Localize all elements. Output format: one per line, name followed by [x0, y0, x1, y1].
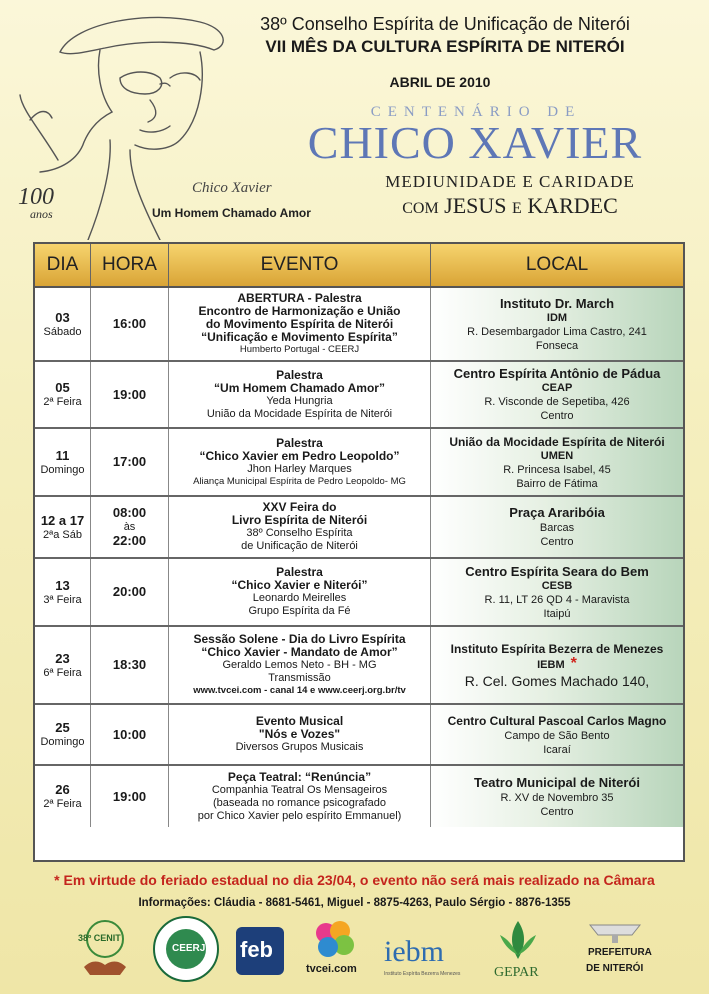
table-header — [35, 244, 683, 288]
table-row — [35, 705, 683, 766]
event-line: Grupo Espírita da Fé — [248, 605, 351, 617]
table-row — [35, 497, 683, 559]
local-text: Instituto Dr. March — [499, 295, 615, 311]
local-text: União da Mocidade Espírita de Niterói — [449, 434, 665, 449]
e-word: E — [512, 200, 522, 217]
local-text: Praça Araribóia — [509, 505, 605, 520]
event-line: "Nós e Vozes" — [258, 727, 341, 741]
event-line: Palestra — [276, 367, 323, 382]
100-anos-word: anos — [30, 207, 53, 221]
cenit-logo — [70, 915, 140, 985]
local-line — [540, 409, 573, 423]
local-text: R. Princesa Isabel, 45 — [503, 463, 611, 476]
hour-value: 20:00 — [112, 584, 147, 599]
day-number: 26 — [55, 782, 70, 797]
event-line: Aliança Municipal Espírita de Pedro Leopoldo- MG — [193, 475, 406, 487]
local-text: Centro — [540, 410, 574, 422]
event-line: Yeda Hungria — [266, 394, 333, 407]
day-number: 05 — [55, 380, 70, 395]
event-line: Evento Musical — [255, 714, 344, 728]
cell-dia — [35, 429, 91, 495]
local-line — [500, 296, 614, 312]
hour-value: 08:00 — [112, 505, 147, 520]
cell-dia — [35, 362, 91, 427]
day-number: 23 — [55, 650, 70, 666]
day-number: 13 — [55, 577, 70, 593]
day-number: 03 — [55, 309, 70, 325]
prefeitura-text2: DE NITERÓI — [586, 963, 644, 974]
local-line — [467, 325, 647, 339]
day-number: 25 — [55, 720, 70, 735]
hour-value: 17:00 — [112, 454, 147, 469]
event-line: “Unificação e Movimento Espírita” — [201, 330, 398, 344]
um-homem-chamado-amor: Um Homem Chamado Amor — [152, 206, 311, 220]
table-row — [35, 288, 683, 362]
local-text: Campo de São Bento — [504, 729, 610, 742]
header-local: LOCAL — [525, 254, 589, 275]
gepar-logo — [490, 915, 546, 985]
local-line — [516, 477, 597, 491]
local-text: R. 11, LT 26 QD 4 - Maravista — [484, 593, 630, 606]
day-number: 11 — [55, 447, 70, 463]
event-line: Peça Teatral: “Renúncia” — [227, 769, 372, 784]
prefeitura-text1: PREFEITURA — [588, 947, 652, 958]
local-text: Teatro Municipal de Niterói — [474, 774, 640, 790]
event-line: por Chico Xavier pelo espírito Emmanuel) — [197, 809, 402, 822]
event-line: ABERTURA - Palestra — [237, 291, 362, 305]
event-line: 38º Conselho Espírita — [246, 527, 353, 539]
prefeitura-logo — [560, 915, 670, 985]
cell-local — [431, 497, 683, 557]
local-text: CESB — [541, 579, 573, 592]
header-dia: DIA — [35, 244, 91, 286]
event-line: Sessão Solene - Dia do Livro Espírita — [193, 632, 406, 646]
cell-evento — [169, 429, 431, 495]
local-line — [503, 463, 611, 477]
feb-logo — [232, 915, 288, 985]
local-text: R. Cel. Gomes Machado 140, — [464, 672, 650, 689]
signature: Chico Xavier — [192, 180, 272, 196]
header-evento: EVENTO — [169, 244, 431, 286]
local-text: UMEN — [540, 449, 574, 462]
local-text: Instituto Espírita Bezerra de Menezes — [450, 641, 664, 656]
event-line: Palestra — [276, 435, 323, 450]
cell-evento — [169, 497, 431, 557]
header-date: ABRIL DE 2010 — [389, 74, 491, 90]
local-line — [474, 775, 640, 791]
cell-local — [431, 559, 683, 625]
cell-hora — [91, 288, 169, 360]
chico-xavier-title: CHICO XAVIER — [307, 117, 643, 168]
local-text: Centro — [540, 536, 574, 548]
cell-dia — [35, 559, 91, 625]
notice-text: * Em virtude do feriado estadual no dia 23/04, o evento não será mais realizado na Câmara — [54, 872, 655, 888]
event-line: Humberto Portugal - CEERJ — [239, 344, 360, 355]
event-line: www.tvcei.com - canal 14 e www.ceerj.org.br/tv — [193, 685, 406, 696]
event-line: Jhon Harley Marques — [247, 462, 352, 475]
hour-value: 16:00 — [112, 316, 147, 331]
event-line: União da Mocidade Espírita de Niterói — [206, 407, 393, 420]
local-text: Centro — [540, 805, 574, 818]
local-line — [540, 805, 573, 819]
ceerj-text: CEERJ — [172, 943, 206, 954]
cell-dia — [35, 627, 91, 703]
local-line — [504, 729, 609, 743]
event-line: Palestra — [276, 565, 323, 579]
day-name: 2ª Feira — [43, 798, 82, 810]
cell-local — [431, 429, 683, 495]
header-line1: 38º Conselho Espírita de Unificação de Niterói — [260, 14, 630, 34]
local-line — [454, 366, 661, 382]
event-line: XXV Feira do — [262, 500, 337, 514]
cell-hora — [91, 559, 169, 625]
cell-dia — [35, 288, 91, 360]
asterisk-marker: * — [570, 654, 577, 672]
cell-local — [431, 766, 683, 827]
event-line: “Chico Xavier em Pedro Leopoldo” — [199, 448, 400, 463]
table-row — [35, 766, 683, 827]
event-line: do Movimento Espírita de Niterói — [205, 317, 394, 331]
day-number: 12 a 17 — [40, 512, 85, 528]
cell-evento — [169, 288, 431, 360]
cell-hora — [91, 362, 169, 427]
local-line — [485, 593, 630, 607]
cell-hora — [91, 429, 169, 495]
cell-hora — [91, 766, 169, 827]
local-text: Barcas — [539, 522, 575, 534]
local-text: R. Desembargador Lima Castro, 241 — [467, 325, 647, 338]
cell-evento — [169, 705, 431, 764]
local-line — [540, 521, 574, 535]
local-line — [536, 339, 578, 353]
kardec-word: KARDEC — [527, 193, 618, 218]
local-line — [544, 607, 571, 621]
com-word: COM — [402, 200, 439, 217]
event-line: Geraldo Lemos Neto - BH - MG — [222, 659, 377, 671]
local-text: Icaraí — [543, 743, 571, 756]
local-line — [500, 791, 613, 805]
cell-local — [431, 627, 683, 703]
day-name: Domingo — [40, 463, 85, 476]
local-line — [542, 580, 573, 593]
cell-evento — [169, 627, 431, 703]
local-line — [484, 395, 629, 409]
centenario-label: CENTENÁRIO DE — [370, 104, 582, 120]
cell-hora — [91, 497, 169, 557]
local-line — [465, 672, 649, 690]
local-text: R. XV de Novembro 35 — [500, 791, 614, 804]
local-text: Itaipú — [543, 607, 571, 620]
local-line — [465, 564, 649, 580]
cell-evento — [169, 559, 431, 625]
local-text: CEAP — [541, 382, 573, 394]
jesus-kardec-subtitle — [330, 193, 690, 219]
iebm-subtext: Instituto Espírita Bezerra Menezes — [384, 971, 461, 977]
ceerj-logo — [150, 915, 222, 985]
event-line: (baseada no romance psicografado — [212, 796, 387, 809]
cell-hora — [91, 705, 169, 764]
day-name: 3ª Feira — [43, 593, 82, 606]
cell-dia — [35, 497, 91, 557]
local-line — [537, 654, 577, 672]
event-line: de Unificação de Niterói — [241, 540, 358, 552]
hour-connector: às — [123, 521, 136, 533]
cell-evento — [169, 766, 431, 827]
day-name: 2ªa Sáb — [43, 528, 82, 541]
local-text: Fonseca — [535, 339, 579, 352]
jesus-word: JESUS — [444, 193, 507, 218]
local-line — [542, 382, 573, 395]
cell-dia — [35, 705, 91, 764]
local-text: Bairro de Fátima — [516, 477, 598, 490]
day-name: 2ª Feira — [43, 396, 82, 408]
tvcei-text: tvcei.com — [306, 963, 357, 975]
event-line: Livro Espírita de Niterói — [231, 513, 368, 527]
mediunidade-subtitle: MEDIUNIDADE E CARIDADE — [385, 172, 635, 191]
local-line — [540, 535, 573, 549]
event-line: Transmissão — [268, 672, 331, 684]
cell-local — [431, 705, 683, 764]
hour-value: 19:00 — [112, 788, 147, 804]
local-text: R. Visconde de Sepetiba, 426 — [484, 396, 630, 408]
hour-value: 19:00 — [112, 386, 147, 402]
100-anos-number: 100 — [18, 184, 54, 210]
day-name: Domingo — [40, 736, 85, 748]
event-line: Companhia Teatral Os Mensageiros — [211, 783, 388, 796]
local-line — [547, 312, 567, 325]
cell-local — [431, 362, 683, 427]
sponsor-logos — [60, 915, 670, 985]
iebm-logo — [380, 915, 480, 985]
tvcei-logo — [300, 915, 370, 985]
cell-dia — [35, 766, 91, 827]
table-row — [35, 362, 683, 429]
event-line: Leonardo Meirelles — [252, 592, 347, 604]
table-row — [35, 627, 683, 705]
local-line — [448, 713, 667, 729]
hour-value: 18:30 — [112, 657, 147, 672]
header-hora: HORA — [91, 244, 169, 286]
cenit-text: 38º CENIT — [78, 933, 121, 943]
day-name: 6ª Feira — [43, 666, 82, 679]
local-line — [509, 505, 605, 521]
hour-value: 10:00 — [112, 726, 147, 742]
event-line: “Um Homem Chamado Amor” — [214, 380, 385, 395]
schedule-table — [33, 242, 685, 862]
event-line: “Chico Xavier e Niterói” — [231, 578, 368, 592]
local-text: IDM — [546, 311, 568, 324]
feb-text: feb — [240, 937, 273, 962]
event-line: Diversos Grupos Musicais — [235, 741, 364, 753]
event-line: Encontro de Harmonização e União — [198, 304, 401, 318]
local-text: IEBM — [537, 658, 565, 671]
local-line — [449, 434, 664, 450]
header-line2: VII MÊS DA CULTURA ESPÍRITA DE NITERÓI — [265, 37, 625, 56]
event-line: “Chico Xavier - Mandato de Amor” — [201, 645, 398, 659]
info-contacts: Informações: Cláudia - 8681-5461, Miguel - 8875-4263, Paulo Sérgio - 8876-1355 — [138, 897, 571, 909]
cell-hora — [91, 627, 169, 703]
table-row — [35, 429, 683, 497]
cell-evento — [169, 362, 431, 427]
hour-value-end: 22:00 — [112, 533, 147, 548]
gepar-text: GEPAR — [494, 965, 539, 980]
local-text: Centro Espírita Antônio de Pádua — [453, 366, 661, 381]
local-text: Centro Espírita Seara do Bem — [465, 563, 649, 579]
day-name: Sábado — [43, 325, 82, 338]
cell-local — [431, 288, 683, 360]
local-line — [451, 641, 664, 657]
local-line — [543, 743, 571, 757]
local-text: Centro Cultural Pascoal Carlos Magno — [447, 713, 667, 728]
table-row — [35, 559, 683, 627]
local-line — [541, 450, 573, 463]
iebm-text: iebm — [384, 935, 444, 968]
